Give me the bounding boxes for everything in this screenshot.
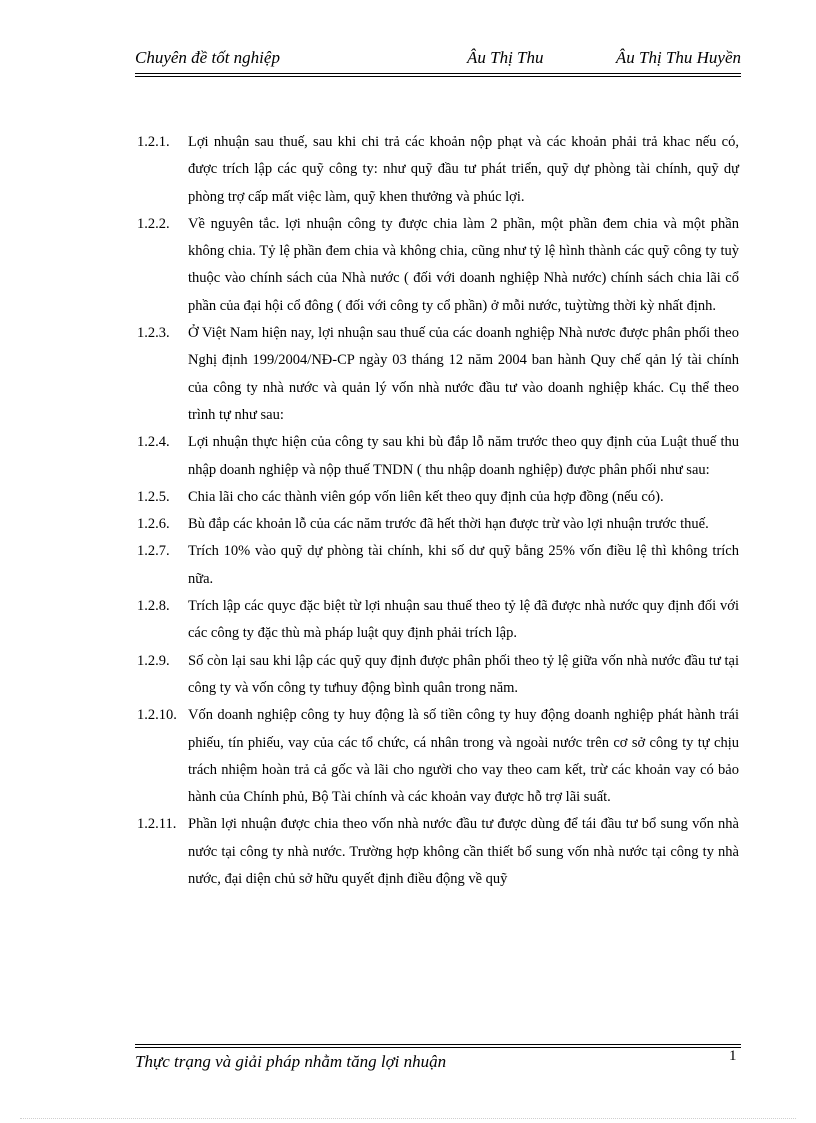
list-item xyxy=(137,484,739,511)
list-item xyxy=(137,129,739,211)
item-text: Trích lập các quyc đặc biệt từ lợi nhuận sau thuế theo tỷ lệ đã được nhà nước quy định đối với các công ty đặc thù mà pháp luật quy định phải trích lập. xyxy=(188,598,739,642)
page-number: 1 xyxy=(729,1048,737,1064)
item-number: 1.2.5. xyxy=(137,488,170,505)
document-body xyxy=(137,129,739,893)
item-text: Ở Việt Nam hiện nay, lợi nhuận sau thuế của các doanh nghiệp Nhà nươc được phân phối theo Nghị định 199/2004/NĐ-CP ngày 03 tháng 12 năm 2004 ban hành Quy chế qản lý tài chính của công ty nhà nước và quản lý vốn nhà nước đầu tư vào doanh nghiệp khác. Cụ thể theo trình tự như sau: xyxy=(188,325,739,423)
item-text: Phần lợi nhuận được chia theo vốn nhà nước đầu tư được dùng để tái đầu tư bổ sung vốn nhà nước tại công ty nhà nước. Trường hợp không cần thiết bổ sung vốn nhà nước tại công ty nhà nước, đại diện chủ sở hữu quyết định điều động về quỹ xyxy=(188,816,739,888)
item-text: Bù đắp các khoản lỗ của các năm trước đã hết thời hạn được trừ vào lợi nhuận trước thuế. xyxy=(188,516,709,533)
item-number: 1.2.8. xyxy=(137,598,170,615)
header-document-type: Chuyên đề tốt nghiệp xyxy=(135,48,280,67)
item-text: Số còn lại sau khi lập các quỹ quy định được phân phối theo tỷ lệ giữa vốn nhà nước đầu tư tại công ty và vốn công ty tưhuy động bình quân trong năm. xyxy=(188,652,739,696)
item-text: Chia lãi cho các thành viên góp vốn liên kết theo quy định của hợp đồng (nếu có). xyxy=(188,488,664,505)
page-header xyxy=(135,48,741,74)
list-item xyxy=(137,511,739,538)
footer-double-rule xyxy=(135,1044,741,1048)
item-number: 1.2.3. xyxy=(137,325,170,342)
list-item xyxy=(137,211,739,320)
item-number: 1.2.9. xyxy=(137,652,170,669)
header-author-full: Âu Thị Thu Huyền xyxy=(615,48,741,67)
item-number: 1.2.7. xyxy=(137,543,170,560)
footer-title: Thực trạng và giải pháp nhằm tăng lợi nhuận xyxy=(135,1052,447,1071)
item-text: Lợi nhuận thực hiện của công ty sau khi bù đắp lỗ năm trước theo quy định của Luật thuế thu nhập doanh nghiệp và nộp thuế TNDN ( thu nhập doanh nghiệp) được phân phối như sau: xyxy=(188,434,739,478)
item-text: Lợi nhuận sau thuế, sau khi chi trả các khoản nộp phạt và các khoản phải trả khac nếu có, được trích lập các quỹ công ty: như quỹ đầu tư phát triển, quỹ dự phòng tài chính, quỹ dự phòng trợ cấp mất việc làm, quỹ khen thưởng và phúc lợi. xyxy=(188,134,739,205)
item-text: Vốn doanh nghiệp công ty huy động là số tiền công ty huy động doanh nghiệp phát hành trái phiếu, tín phiếu, vay của các tổ chức, cá nhân trong và ngoài nước trên cơ sở công ty tự chịu trách nhiệm hoàn trả cả gốc và lãi cho người cho vay theo cam kết, trừ các khoản vay có bảo hành của Chính phủ, Bộ Tài chính và các khoản vay được hỗ trợ lãi suất. xyxy=(188,707,739,806)
item-number: 1.2.10. xyxy=(137,707,177,724)
item-number: 1.2.1. xyxy=(137,134,170,150)
item-text: Về nguyên tắc. lợi nhuận công ty được chia làm 2 phần, một phần đem chia và một phần không chia. Tỷ lệ phần đem chia và không chia, cũng như tỷ lệ hình thành các quỹ công ty tuỳ thuộc vào chính sách của Nhà nước ( đối với doanh nghiệp Nhà nước) chính sách chia lãi cổ phần của đại hội cổ đông ( đối với công ty cổ phần) ở mỗi nước, tuỳtừng thời kỳ nhất định. xyxy=(188,215,739,314)
item-number: 1.2.6. xyxy=(137,516,170,533)
list-item xyxy=(137,593,739,648)
item-number: 1.2.11. xyxy=(137,816,177,833)
list-item xyxy=(137,702,739,811)
list-item xyxy=(137,320,739,429)
header-author-short: Âu Thị Thu xyxy=(467,48,544,67)
item-number: 1.2.2. xyxy=(137,215,170,232)
item-text: Trích 10% vào quỹ dự phòng tài chính, khi số dư quỹ bằng 25% vốn điều lệ thì không trích nữa. xyxy=(188,543,739,587)
list-item xyxy=(137,811,739,893)
item-number: 1.2.4. xyxy=(137,434,170,451)
page-bottom-divider xyxy=(20,1118,796,1119)
header-double-rule xyxy=(135,73,741,77)
list-item xyxy=(137,538,739,593)
list-item xyxy=(137,648,739,703)
list-item xyxy=(137,429,739,484)
